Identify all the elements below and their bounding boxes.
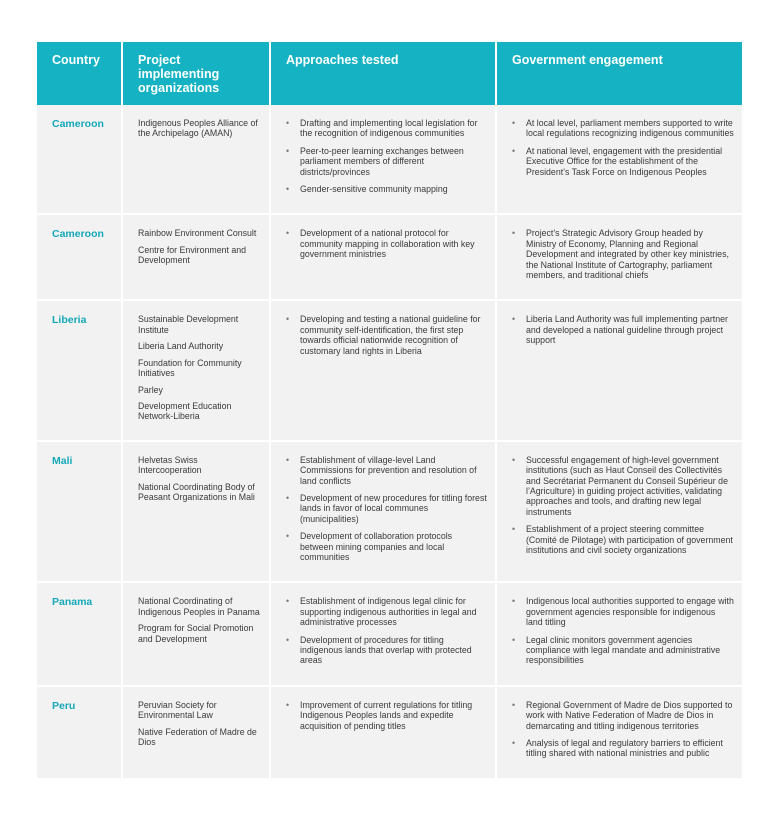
organization-name: National Coordinating of Indigenous Peoples in Panama bbox=[138, 596, 260, 617]
approaches-list bbox=[286, 455, 487, 563]
header-country: Country bbox=[37, 42, 121, 105]
government-list bbox=[512, 455, 734, 556]
approach-item: • Establishment of indigenous legal clinic for supporting indigenous authorities in legal and administrative processes bbox=[300, 596, 487, 627]
organizations-cell bbox=[123, 442, 269, 584]
table-row bbox=[37, 583, 742, 686]
organizations-cell bbox=[123, 583, 269, 686]
approaches-cell bbox=[271, 215, 495, 301]
engagement-item: • Regional Government of Madre de Dios supported to work with Native Federation of Madre de Dios in demarcating and titling indigenous territories bbox=[526, 700, 734, 731]
engagement-item: • Successful engagement of high-level government institutions (such as Haut Conseil des Collectivités and Secrétariat Permanent du Conseil Supérieur de l’Agriculture) in guiding project activities, validating approaches and tools, and drafting new legal instruments bbox=[526, 455, 734, 517]
engagement-item: • Indigenous local authorities supported to engage with government agencies responsible for indigenous land titling bbox=[526, 596, 734, 627]
approach-item: • Gender-sensitive community mapping bbox=[300, 184, 487, 194]
table-row bbox=[37, 442, 742, 584]
government-cell bbox=[497, 105, 742, 215]
engagement-item: • Project’s Strategic Advisory Group headed by Ministry of Economy, Planning and Regional Development and integrated by other key ministries, the National Institute of Cartography, parliament members, and traditional chiefs bbox=[526, 228, 734, 280]
organization-name: Foundation for Community Initiatives bbox=[138, 357, 242, 379]
header-organizations: Project implementing organizations bbox=[123, 42, 269, 105]
engagement-item: • Liberia Land Authority was full implementing partner and developed a national guideline through project support bbox=[526, 314, 734, 345]
approach-item: • Improvement of current regulations for titling Indigenous Peoples lands and expedite acquisition of pending titles bbox=[300, 700, 487, 731]
organization-name: Native Federation of Madre de Dios bbox=[138, 726, 257, 748]
country-cell: Panama bbox=[37, 583, 121, 686]
approaches-cell bbox=[271, 687, 495, 780]
organization-name: Development Education Network-Liberia bbox=[138, 400, 232, 422]
organization-name: Helvetas Swiss Intercooperation bbox=[138, 454, 202, 476]
organization-name: National Coordinating Body of Peasant Organizations in Mali bbox=[138, 481, 255, 502]
projects-table bbox=[35, 42, 744, 780]
government-list bbox=[512, 700, 734, 759]
government-cell bbox=[497, 583, 742, 686]
organization-name: Peruvian Society for Environmental Law bbox=[138, 699, 217, 721]
table-row bbox=[37, 687, 742, 780]
organizations-cell bbox=[123, 105, 269, 215]
organization-name: Liberia Land Authority bbox=[138, 341, 224, 352]
approach-item: • Drafting and implementing local legislation for the recognition of indigenous communities bbox=[300, 118, 487, 139]
engagement-item: • At local level, parliament members supported to write local regulations recognizing indigenous communities bbox=[526, 118, 734, 139]
engagement-item: • At national level, engagement with the presidential Executive Office for the establishment of the President’s Task Force on Indigenous Peoples bbox=[526, 146, 734, 177]
table-row bbox=[37, 105, 742, 215]
government-cell bbox=[497, 301, 742, 441]
approach-item: • Developing and testing a national guideline for community self-identification, the first step towards official nationwide recognition of customary land rights in Liberia bbox=[300, 314, 487, 356]
organizations-cell bbox=[123, 687, 269, 780]
government-list bbox=[512, 596, 734, 665]
government-list bbox=[512, 228, 734, 280]
organization-name: Indigenous Peoples Alliance of the Archipelago (AMAN) bbox=[138, 118, 258, 139]
government-cell bbox=[497, 687, 742, 780]
organization-name: Rainbow Environment Consult bbox=[138, 228, 257, 239]
country-cell: Peru bbox=[37, 687, 121, 780]
approach-item: • Development of new procedures for titling forest lands in favor of local communes (municipalities) bbox=[300, 493, 487, 524]
country-cell: Cameroon bbox=[37, 215, 121, 301]
table-body bbox=[37, 105, 742, 780]
government-list bbox=[512, 314, 734, 345]
approaches-cell bbox=[271, 583, 495, 686]
table-row bbox=[37, 215, 742, 301]
header-government: Government engagement bbox=[497, 42, 742, 105]
organization-name: Centre for Environment and Development bbox=[138, 244, 247, 266]
approaches-cell bbox=[271, 301, 495, 441]
approaches-list bbox=[286, 314, 487, 356]
approaches-cell bbox=[271, 442, 495, 584]
organization-name: Parley bbox=[138, 384, 163, 395]
header-row bbox=[37, 42, 742, 105]
approaches-list bbox=[286, 118, 487, 194]
government-cell bbox=[497, 215, 742, 301]
approach-item: • Establishment of village-level Land Commissions for prevention and resolution of land conflicts bbox=[300, 455, 487, 486]
approaches-list bbox=[286, 596, 487, 665]
engagement-item: • Establishment of a project steering committee (Comité de Pilotage) with participation of government institutions and civil society organizations bbox=[526, 524, 734, 555]
country-cell: Liberia bbox=[37, 301, 121, 441]
approaches-cell bbox=[271, 105, 495, 215]
engagement-item: • Legal clinic monitors government agencies compliance with legal mandate and administrative responsibilities bbox=[526, 635, 734, 666]
approaches-list bbox=[286, 228, 487, 259]
approach-item: • Development of a national protocol for community mapping in collaboration with key government ministries bbox=[300, 228, 487, 259]
approach-item: • Peer-to-peer learning exchanges between parliament members of different districts/provinces bbox=[300, 146, 487, 177]
approach-item: • Development of collaboration protocols between mining companies and local communities bbox=[300, 531, 487, 562]
engagement-item: • Analysis of legal and regulatory barriers to efficient titling shared with national ministries and public bbox=[526, 738, 734, 759]
country-cell: Cameroon bbox=[37, 105, 121, 215]
country-cell: Mali bbox=[37, 442, 121, 584]
header-approaches: Approaches tested bbox=[271, 42, 495, 105]
government-cell bbox=[497, 442, 742, 584]
government-list bbox=[512, 118, 734, 177]
approach-item: • Development of procedures for titling indigenous lands that overlap with protected areas bbox=[300, 635, 487, 666]
organization-name: Sustainable Development Institute bbox=[138, 314, 239, 335]
table-row bbox=[37, 301, 742, 441]
organizations-cell bbox=[123, 301, 269, 441]
organizations-cell bbox=[123, 215, 269, 301]
approaches-list bbox=[286, 700, 487, 731]
organization-name: Program for Social Promotion and Development bbox=[138, 623, 254, 644]
projects-table-container bbox=[35, 42, 742, 780]
